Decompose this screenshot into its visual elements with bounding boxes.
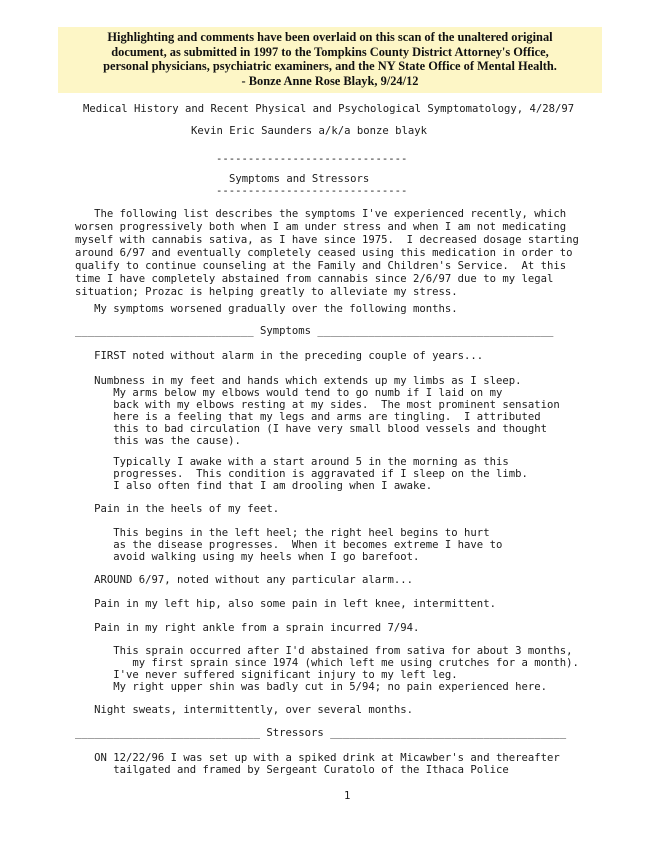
annotation-line: Highlighting and comments have been overlaid on this scan of the unaltered original [107,30,553,44]
symptom-detail: This sprain occurred after I'd abstained from sativa for about 3 months, [75,645,573,657]
stressor-item: ON 12/22/96 I was set up with a spiked drink at Micawber's and thereafter [75,752,560,764]
intro-line: qualify to continue counseling at the Family and Children's Service. At this [75,260,567,272]
section-heading: Symptoms and Stressors [229,173,370,185]
stressor-item: tailgated and framed by Sergeant Curatolo of the Ithaca Police [75,764,509,776]
annotation-line: document, as submitted in 1997 to the Tompkins County District Attorney's Office, [111,44,549,59]
page-number: 1 [344,790,351,802]
symptom-detail: as the disease progresses. When it becomes extreme I have to [75,539,503,551]
document-author: Kevin Eric Saunders a/k/a bonze blayk [191,125,427,137]
symptom-detail: back with my elbows resting at my sides. The most prominent sensation [75,399,560,411]
symptoms-divider: ____________________________ Symptoms _____________________________________ [75,325,554,337]
symptom-detail: this was the cause). [75,435,241,447]
symptom-ankle: Pain in my right ankle from a sprain incurred 7/94. [75,622,420,634]
symptom-heels: Pain in the heels of my feet. [75,503,280,515]
heading-rule-top: ------------------------------ [216,153,408,165]
heading-rule-bottom: ------------------------------ [216,185,408,197]
symptom-detail: My arms below my elbows would tend to go numb if I laid on my [75,387,503,399]
symptom-detail: My right upper shin was badly cut in 5/94; no pain experienced here. [75,681,547,693]
symptom-detail: my first sprain since 1974 (which left me using crutches for a month). [75,657,579,669]
annotation-line: personal physicians, psychiatric examiners, and the NY State Office of Mental Health. [103,59,557,73]
annotation-signature: - Bonze Anne Rose Blayk, 9/24/12 [241,73,419,88]
intro-line: time I have completely abstained from cannabis since 2/6/97 due to my legal [75,273,554,285]
stressors-divider: _____________________________ Stressors _____________________________________ [75,727,567,739]
symptom-group-heading: AROUND 6/97, noted without any particular alarm... [75,574,414,586]
symptom-detail: progresses. This condition is aggravated if I sleep on the limb. [75,468,528,480]
symptom-detail: this to bad circulation (I have very small blood vessels and thought [75,423,547,435]
intro-closing: My symptoms worsened gradually over the following months. [75,303,458,315]
intro-line: worsen progressively both when I am under stress and when I am not medicating [75,221,567,233]
symptom-group-heading: FIRST noted without alarm in the preceding couple of years... [75,350,484,362]
symptom-detail: Typically I awake with a start around 5 in the morning as this [75,456,509,468]
intro-line: around 6/97 and eventually completely ceased using this medication in order to [75,247,573,259]
document-title: Medical History and Recent Physical and Psychological Symptomatology, 4/28/97 [83,103,575,115]
symptom-detail: This begins in the left heel; the right heel begins to hurt [75,527,490,539]
intro-line: The following list describes the symptoms I've experienced recently, which [75,208,567,220]
symptom-numbness: Numbness in my feet and hands which extends up my limbs as I sleep. [75,375,522,387]
symptom-detail: avoid walking using my heels when I go barefoot. [75,551,420,563]
intro-line: situation; Prozac is helping greatly to alleviate my stress. [75,286,458,298]
intro-line: myself with cannabis sativa, as I have since 1975. I decreased dosage starting [75,234,579,246]
symptom-hip: Pain in my left hip, also some pain in left knee, intermittent. [75,598,496,610]
symptom-night-sweats: Night sweats, intermittently, over several months. [75,704,414,716]
symptom-detail: here is a feeling that my legs and arms are tingling. I attributed [75,411,541,423]
symptom-detail: I've never suffered significant injury to my left leg. [75,669,458,681]
symptom-detail: I also often find that I am drooling when I awake. [75,480,433,492]
